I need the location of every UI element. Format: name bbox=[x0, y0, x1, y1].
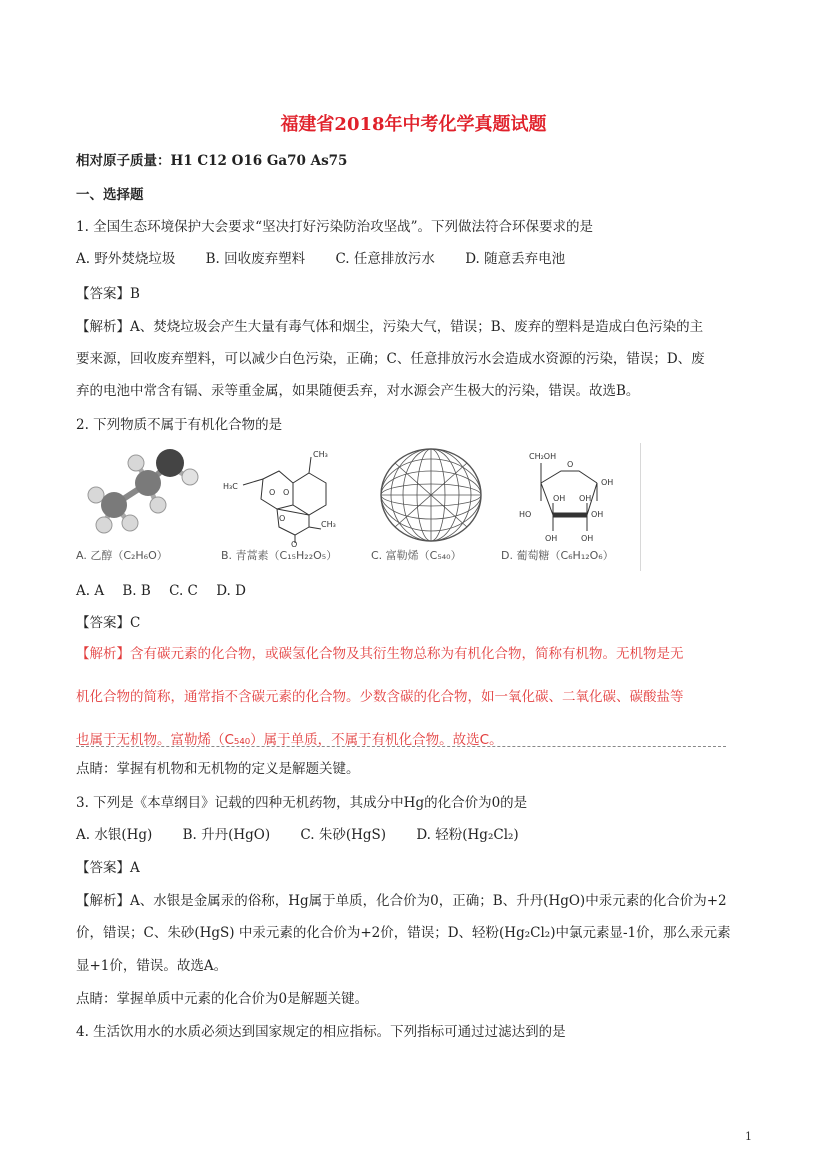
q1-stem: 1. 全国生态环境保护大会要求“坚决打好污染防治攻坚战”。下列做法符合环保要求的是 bbox=[76, 219, 593, 235]
label-oh: OH bbox=[591, 510, 604, 519]
q3-analysis-line: 【解析】A、水银是金属汞的俗称，Hg属于单质，化合价为0，正确；B、升丹(HgO)中汞元素的化合价为+2 bbox=[76, 893, 727, 909]
q2-analysis-line: 【解析】含有碳元素的化合物，或碳氢化合物及其衍生物总称为有机化合物，简称有机物。无机物是无 bbox=[76, 646, 684, 662]
label-oh: OH bbox=[553, 494, 566, 503]
label-o: O bbox=[567, 460, 574, 469]
q1-analysis-line: 弃的电池中常含有镉、汞等重金属，如果随便丢弃，对水源会产生极大的污染，错误。故选B。 bbox=[76, 383, 640, 399]
molecule-figure bbox=[76, 443, 641, 571]
q3-option-b: B. 升丹(HgO) bbox=[182, 827, 271, 843]
artemisinin-structure bbox=[221, 443, 366, 571]
label-h3c: H₃C bbox=[223, 482, 238, 491]
q4-stem: 4. 生活饮用水的水质必须达到国家规定的相应指标。下列指标可通过过滤达到的是 bbox=[76, 1024, 566, 1040]
atomic-masses: 相对原子质量：H1 C12 O16 Ga70 As75 bbox=[76, 153, 348, 169]
q2-analysis-box bbox=[76, 640, 726, 747]
label-oh: OH bbox=[545, 534, 558, 543]
label-o: O bbox=[291, 540, 298, 548]
label-ch3: CH₃ bbox=[313, 450, 328, 459]
q2-analysis-line: 也属于无机物。富勒烯（C₅₄₀）属于单质，不属于有机化合物。故选C。 bbox=[76, 732, 503, 748]
caption-b: B. 青蒿素（C₁₅H₂₂O₅） bbox=[221, 549, 338, 562]
page-title: 福建省2018年中考化学真题试题 bbox=[280, 114, 547, 135]
caption-c: C. 富勒烯（C₅₄₀） bbox=[371, 549, 462, 562]
label-o: O bbox=[283, 488, 290, 497]
q2-analysis-line: 机化合物的简称，通常指不含碳元素的化合物。少数含碳的化合物，如一氧化碳、二氧化碳、碳酸盐等 bbox=[76, 689, 684, 705]
q1-answer: 【答案】B bbox=[76, 286, 140, 302]
q2-option-c: C. C bbox=[169, 583, 198, 599]
caption-d: D. 葡萄糖（C₆H₁₂O₆） bbox=[501, 549, 614, 562]
label-oh: OH bbox=[579, 494, 592, 503]
q2-option-a: A. A bbox=[76, 583, 105, 599]
fullerene-model bbox=[371, 443, 491, 571]
q2-stem: 2. 下列物质不属于有机化合物的是 bbox=[76, 417, 283, 433]
q1-option-d: D. 随意丢弃电池 bbox=[465, 251, 566, 267]
q3-analysis-line: 显+1价，错误。故选A。 bbox=[76, 958, 228, 974]
glucose-structure bbox=[501, 443, 636, 571]
q3-tip: 点睛：掌握单质中元素的化合价为0是解题关键。 bbox=[76, 991, 369, 1007]
label-ch2oh: CH₂OH bbox=[529, 452, 557, 461]
caption-a: A. 乙醇（C₂H₆O） bbox=[76, 549, 168, 562]
q2-option-d: D. D bbox=[216, 583, 246, 599]
q3-stem: 3. 下列是《本草纲目》记载的四种无机药物，其成分中Hg的化合价为0的是 bbox=[76, 795, 528, 811]
q3-options bbox=[76, 826, 545, 844]
q1-option-b: B. 回收废弃塑料 bbox=[205, 251, 306, 267]
q3-option-a: A. 水银(Hg) bbox=[76, 827, 153, 843]
q2-options bbox=[76, 582, 272, 600]
q2-answer: 【答案】C bbox=[76, 615, 141, 631]
q1-analysis-line: 【解析】A、焚烧垃圾会产生大量有毒气体和烟尘，污染大气，错误；B、废弃的塑料是造成白色污染的主 bbox=[76, 319, 704, 335]
label-ch3: CH₃ bbox=[321, 520, 336, 529]
q1-option-c: C. 任意排放污水 bbox=[335, 251, 435, 267]
q1-analysis-line: 要来源，回收废弃塑料，可以减少白色污染，正确；C、任意排放污水会造成水资源的污染，错误；D、废 bbox=[76, 351, 705, 367]
label-oh: OH bbox=[581, 534, 594, 543]
q1-options bbox=[76, 250, 591, 268]
q2-tip: 点睛：掌握有机物和无机物的定义是解题关键。 bbox=[76, 761, 360, 777]
label-o: O bbox=[269, 488, 276, 497]
q3-analysis-line: 价，错误；C、朱砂(HgS) 中汞元素的化合价为+2价，错误；D、轻粉(Hg₂Cl₂)中氯元素显-1价，那么汞元素 bbox=[76, 925, 731, 941]
q2-option-b: B. B bbox=[122, 583, 151, 599]
ethanol-model bbox=[76, 443, 216, 571]
q1-option-a: A. 野外焚烧垃圾 bbox=[76, 251, 176, 267]
q3-option-c: C. 朱砂(HgS) bbox=[300, 827, 387, 843]
q3-answer: 【答案】A bbox=[76, 860, 140, 876]
section-heading: 一、选择题 bbox=[76, 187, 144, 203]
label-oh: OH bbox=[601, 478, 614, 487]
label-ho: HO bbox=[519, 510, 532, 519]
q3-option-d: D. 轻粉(Hg₂Cl₂) bbox=[416, 827, 519, 843]
page-number: 1 bbox=[745, 1130, 752, 1143]
label-o: O bbox=[279, 514, 286, 523]
